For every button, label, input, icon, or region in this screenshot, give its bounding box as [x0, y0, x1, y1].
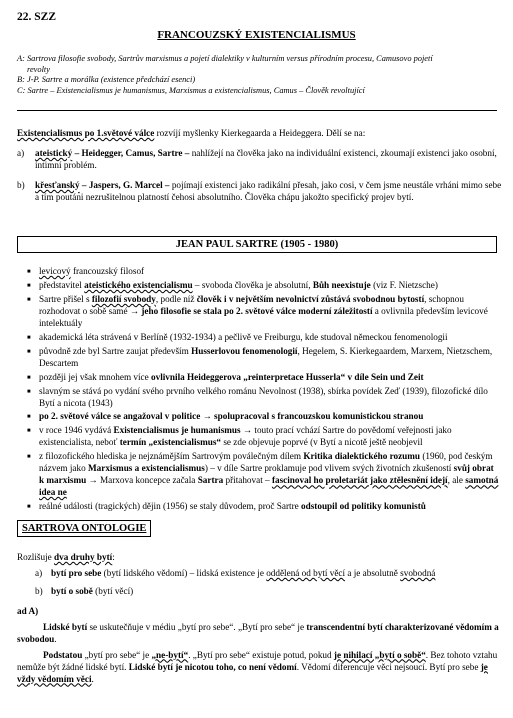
intro-paragraph: [17, 128, 502, 140]
text-run: a ovlivnila především levicové intelektuály: [39, 305, 488, 328]
text-run: Kritika dialektického rozumu: [303, 451, 421, 462]
text-run: Sartra: [197, 475, 224, 486]
text-run: Podstatou: [43, 649, 83, 660]
text-run: francouzský filosof: [70, 266, 145, 276]
topic-a: A: Sartrova filosofie svobody, Sartrův marxismus a pojetí dialektiky v kulturním versus přírodním procesu, Camusovo pojetí: [17, 54, 433, 63]
text-run: .: [91, 673, 94, 684]
item-mark: a): [35, 567, 43, 578]
text-run: je nihilací „bytí o sobě“: [333, 649, 426, 660]
ontology-lead: Rozlišuje dva druhy bytí:: [17, 552, 115, 562]
topic-b: B: J-P. Sartre a morálka (existence předchází esenci): [17, 75, 196, 84]
text-run: původně zde byl Sartre zaujat především: [39, 345, 192, 356]
ontology-paragraph-2: [17, 650, 502, 686]
ontology-paragraph-1: [17, 622, 502, 646]
text-run: . Vědomí diferencuje věci nejsoucí. Bytí pro sebe: [296, 661, 481, 672]
section-box-title: JEAN PAUL SARTRE (1905 - 1980): [17, 236, 497, 253]
text-run: je vždy vědomím věci: [17, 661, 488, 684]
text-run: odstoupil od politiky komunistů: [301, 501, 426, 512]
item-text: [51, 568, 502, 580]
text-run: . Bez tohoto vztahu nemůže být žádné lidské bytí.: [17, 649, 498, 672]
text-run: bytí pro sebe: [51, 567, 102, 578]
section-title-text: SARTROVA ONTOLOGIE: [22, 523, 147, 534]
text-run: přitahovat –: [223, 475, 272, 486]
text-run: Marxismus a existencialismus: [87, 463, 205, 474]
text-run: oddělená od bytí věcí: [266, 567, 346, 578]
topic-c: C: Sartre – Existencialismus je humanismus, Marxismus a existencialismus, Camus – Člověk revoltující: [17, 85, 365, 95]
text-run: se uskutečňuje v médiu „bytí pro sebe“. „Bytí pro sebe“ je: [87, 621, 307, 632]
text-run: Sartre přišel s: [39, 293, 92, 304]
section-title: [17, 520, 151, 537]
ontology-lead-bold: dva druhy bytí: [54, 552, 113, 562]
definition-term: ateistický: [35, 148, 73, 158]
text-run: fascinoval ho proletariát jako ztělesnění idejí: [271, 475, 448, 486]
definition-item: [17, 148, 502, 172]
text-run: , Hegelem, S. Kierkegaardem, Marxem, Nietzschem, Descartem: [39, 345, 493, 368]
text-run: , schopnou rozhodovat o sobě samé: [39, 293, 464, 316]
list-item: [39, 372, 501, 384]
page-title: FRANCOUZSKÝ EXISTENCIALISMUS: [157, 29, 356, 41]
ontology-item: [35, 568, 502, 580]
list-item: [39, 266, 501, 278]
ontology-section: [17, 552, 502, 690]
definition-item: [17, 180, 502, 204]
text-run: svobodná: [400, 567, 436, 578]
text-run: Lidské bytí je nicotou toho, co není vědomí: [128, 661, 297, 672]
text-run: Existencialismus je humanismus: [113, 425, 241, 436]
topic-a-continued: revolty: [27, 64, 50, 74]
sartre-bullet-list: [17, 266, 501, 515]
text-run: → jeho filosofie se stala po 2. světové válce moderní záležitostí: [129, 305, 373, 316]
definition-mark: a): [17, 148, 25, 158]
text-run: , ale: [447, 475, 466, 486]
text-run: a je absolutně: [345, 567, 401, 578]
definition-term: křesťanský: [35, 179, 80, 190]
text-run: akademická léta strávená v Berlíně (1932-1934) a pečlivě ve Freiburgu, kde studoval německou fenomenologii: [39, 331, 448, 342]
text-run: samotná idea ne: [39, 475, 499, 498]
text-run: Lidské bytí: [43, 621, 88, 632]
text-run: (1960, pod českým názvem jako: [39, 451, 493, 474]
divider: [17, 110, 497, 111]
text-run: (bytí věcí): [92, 585, 134, 596]
text-run: Husserlovou fenomenologií: [191, 345, 298, 356]
list-item: [39, 280, 501, 292]
definition-authors: – Heidegger, Camus, Sartre –: [72, 148, 190, 158]
list-item: [39, 346, 501, 370]
text-run: transcendentní bytí charakterizované vědomím a svobodou: [17, 621, 499, 644]
text-run: v roce 1946 vydává: [39, 425, 114, 436]
text-run: představitel: [39, 279, 85, 290]
text-run: později jej však mnohem více: [39, 371, 152, 382]
text-run: ovlivnila Heideggerova „reinterpretace Husserla“ v díle Sein und Zeit: [151, 371, 424, 382]
list-item: [39, 411, 501, 423]
text-run: slavným se stává po vydání svého prvního velkého románu Nevolnost (1938), sbírka povídek Zeď (1939), filozofické dílo Bytí a nicota (1943): [39, 385, 488, 408]
text-run: člověk i v největším nevolnictví zůstává svobodnou bytostí: [196, 293, 425, 304]
text-run: filozofií svobody: [91, 293, 156, 304]
text-run: (bytí lidského vědomí) – lidská existence je: [101, 567, 267, 578]
list-item: [39, 501, 501, 513]
text-run: (viz F. Nietzsche): [370, 279, 438, 290]
text-run: se zde objevuje poprvé (v Bytí a nicotě ještě neobjevil: [221, 437, 423, 448]
definition-desc: nahlížejí na člověka jako na individuální existenci, zkoumají existenci jako osobní, intimní problém.: [35, 148, 497, 170]
bullet-list: [17, 266, 501, 513]
intro-bold: Existencialismus po 1.světové válce: [17, 128, 155, 138]
definition-mark: b): [17, 179, 25, 190]
text-run: reálné události (tragických) dějin (1956) se staly důvodem, proč Sartre: [39, 501, 302, 512]
text-run: levicový: [39, 266, 71, 276]
text-run: – svoboda člověka je absolutní,: [192, 279, 313, 290]
text-run: . „Bytí pro sebe“ existuje potud, pokud: [188, 649, 334, 660]
list-item: [39, 386, 501, 410]
text-run: po 2. světové válce se angažoval v politice → spolupracoval s francouzskou komunistickou stranou: [39, 411, 424, 422]
ontology-items: [17, 568, 502, 598]
text-run: ) – v díle Sartre proklamuje pod vlivem svých životních zkušeností: [204, 463, 454, 474]
text-run: ateistického existencialismu: [84, 279, 193, 290]
text-run: bytí o sobě: [51, 585, 93, 596]
exam-number: 22. SZZ: [17, 11, 56, 23]
list-item: [39, 332, 501, 344]
text-run: „bytí pro sebe“ je: [82, 649, 152, 660]
topics-list: [17, 54, 502, 96]
intro-text: rozvíjí myšlenky Kierkegaarda a Heideggera. Dělí se na:: [154, 128, 366, 138]
list-item: [39, 451, 501, 499]
item-mark: b): [35, 585, 43, 596]
text-run: Bůh neexistuje: [312, 279, 371, 290]
text-run: svůj obrat k marxismu: [39, 463, 494, 486]
definition-desc: pojímají existenci jako radikální přesah, jako cosi, v čem jsme neustále vrháni mimo sebe a tím poutáni nezrušitelnou platností čehosi absolutního. Člověka chápu jakožto specifický projev bytí.: [35, 179, 502, 202]
text-run: → Marxova koncepce začala: [86, 475, 198, 486]
text-run: , podle níž: [155, 293, 197, 304]
list-item: [39, 425, 501, 449]
text-run: termín „existencialismus“: [119, 437, 222, 448]
text-run: z filozofického hlediska je nejznámějším Sartrovým poválečným dílem: [39, 451, 304, 462]
text-run: „ne-bytí“: [151, 649, 189, 660]
ad-a-heading: ad A): [17, 605, 39, 616]
list-item: [39, 294, 501, 330]
item-text: [51, 586, 502, 598]
text-run: → touto prací vchází Sartre do povědomí veřejnosti jako existencialista, neboť: [39, 425, 452, 448]
definitions: [17, 148, 502, 212]
text-run: .: [54, 633, 57, 644]
ontology-item: [35, 586, 502, 598]
definition-authors: – Jaspers, G. Marcel –: [79, 179, 170, 190]
